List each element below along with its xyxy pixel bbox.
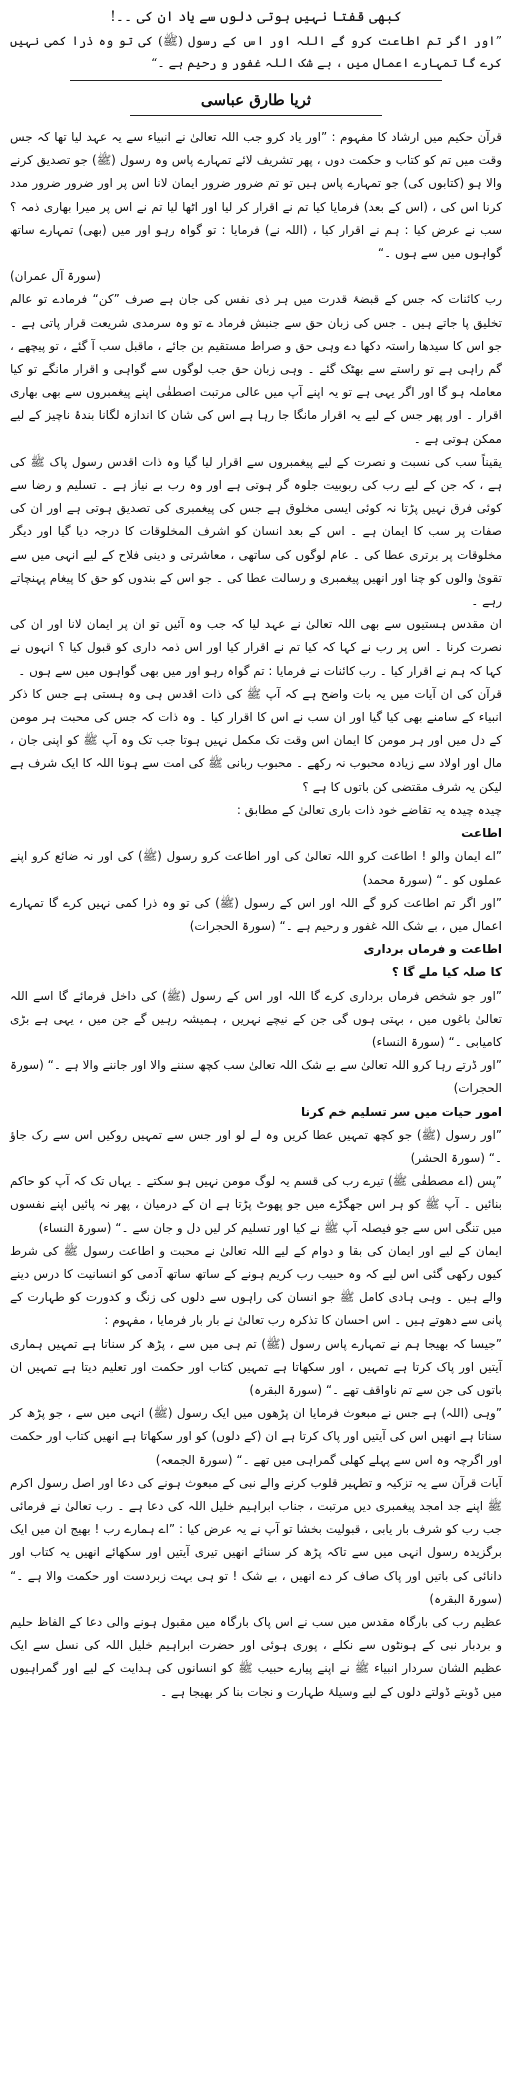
quote-paragraph: ”اے ایمان والو ! اطاعت کرو اللہ تعالیٰ کی اور اطاعت کرو رسول (ﷺ) کی اور نہ ضائع کرو اپنے عملوں کو ۔“ (سورۃ محمد) bbox=[10, 849, 502, 887]
paragraph: یقیناً سب کی نسبت و نصرت کے لیے پیغمبروں سے اقرار لیا گیا وہ ذات اقدس رسول پاک ﷺ کی ہے ، کہ جن کے لیے رب کی ربوبیت جلوہ گر ہوتی ہے اور وہ رب بے نیاز ہے ۔ تسلیم و رضا سے کوئی فرق نہیں پڑتا نہ کوئی ایسی مخلوق ہے جس کی پیغمبری کی تصدیق ہوتی ہے اور ان کی صفات پر سب کا ایمان ہے ۔ اس کے بعد انسان کو اشرف المخلوقات کا درجہ دیا گیا اور دیگر مخلوقات پر برتری عطا کی ۔ عام لوگوں کی ساتھی ، معاشرتی و دینی فلاح کے لیے انہی میں سے تقویٰ والوں کو چنا اور انھیں پیغمبری و رسالت عطا کی ۔ جو اس کے بندوں کو حق کا پیغام پہنچاتے رہے ۔ bbox=[10, 454, 502, 609]
quote-paragraph: ”اور جو شخص فرماں برداری کرے گا اللہ اور اس کے رسول (ﷺ) کی داخل فرمائے گا اسے اللہ تعالیٰ باغوں میں ، بہتی ہوں گی جن کے نیچے نہریں ، ہمیشہ رہیں گے جن میں ، یہی ہے بڑی کامیابی ۔“ (سورۃ النساء) bbox=[10, 988, 502, 1049]
quote-paragraph: ”جیسا کہ بھیجا ہم نے تمہارے پاس رسول (ﷺ) تم ہی میں سے ، پڑھ کر سناتا ہے تمہیں ہماری آیتیں اور پاک کرتا ہے تمہیں ، اور سکھاتا ہے تمہیں کتاب اور حکمت اور تعلیم دیتا ہے تمہیں ان باتوں کی جن سے تم ناواقف تھے ۔“ (سورۃ البقرہ) bbox=[10, 1336, 502, 1397]
paragraph: چیدہ چیدہ یہ تقاضے خود ذات باری تعالیٰ کے مطابق : bbox=[236, 802, 502, 817]
quote-paragraph: ”پس (اے مصطفٰی ﷺ) تیرے رب کی قسم یہ لوگ مومن نہیں ہو سکتے ۔ یہاں تک کہ آپ کو حاکم بنائیں ۔ آپ ﷺ کو ہر اس جھگڑے میں جو پھوٹ پڑتا ہے ان کے درمیان ، پھر نہ پائیں اپنے نفسوں میں تنگی اس سے جو فیصلہ آپ ﷺ نے کیا اور تسلیم کر لیں دل و جان سے ۔“ (سورۃ النساء) bbox=[10, 1174, 502, 1235]
quote-paragraph: ”اور ڈرتے رہا کرو اللہ تعالیٰ سے بے شک اللہ تعالیٰ سب کچھ سننے والا اور جاننے والا ہے ۔“ (سورۃ الحجرات) bbox=[10, 1058, 502, 1096]
quote-paragraph: ”اور اگر تم اطاعت کرو گے اللہ اور اس کے رسول (ﷺ) کی تو وہ ذرا کمی نہیں کرے گا تمہارے اعمال میں ، بے شک اللہ غفور و رحیم ہے ۔“ (سورۃ الحجرات) bbox=[10, 895, 502, 933]
header-divider bbox=[70, 80, 442, 81]
paragraph: عظیم رب کی بارگاہ مقدس میں سب نے اس پاک بارگاہ میں مقبول ہونے والی دعا کے الفاظ حلیم و بردبار نبی کے ہونٹوں سے نکلے ، پوری ہوئی اور حضرت ابراہیم خلیل اللہ کی نسل سے ایک عظیم الشان سردار انبیاء ﷺ نے اپنے پیارے حبیب ﷺ کو انسانوں کی ہدایت کے لیے اور گمراہیوں میں ڈوبتے ڈولتے دلوں کے لیے وسیلۂ طہارت و نجات بنا کر بھیجا ہے ۔ bbox=[10, 1615, 502, 1699]
section-heading: امور حیات میں سر تسلیم خم کرنا bbox=[301, 1104, 502, 1119]
section-heading: کا صلہ کیا ملے گا ؟ bbox=[391, 965, 502, 980]
section-heading: اطاعت و فرماں برداری bbox=[363, 942, 502, 957]
quote-paragraph: ”وہی (اللہ) ہے جس نے مبعوث فرمایا ان پڑھوں میں ایک رسول (ﷺ) انہی میں سے ، جو پڑھ کر سناتا ہے انھیں اس کی آیتیں اور پاک کرتا ہے ان (کے دلوں) کو اور سکھاتا ہے انھیں کتاب اور حکمت اور اگرچہ وہ اس سے پہلے کھلی گمراہی میں تھے ۔“ (سورۃ الجمعہ) bbox=[10, 1406, 502, 1467]
article-lead-quote: ”اور اگر تم اطاعت کرو گے اللہ اور اس کے رسول (ﷺ) کی تو وہ ذرا کمی نہیں کرے گا تمہارے اعمال میں ، بے شک اللہ غفور و رحیم ہے ۔“ bbox=[10, 33, 502, 70]
article-kicker: کبھی قفتا نہیں ہوتی دلوں سے یاد ان کی ۔۔! bbox=[110, 9, 402, 25]
paragraph: قرآن کی ان آیات میں یہ بات واضح ہے کہ آپ ﷺ کی ذات اقدس ہی وہ ہستی ہے جس کا ذکر انبیاء کے سامنے بھی کیا گیا اور ان سب نے اس کا اقرار کیا ۔ وہ ذات کہ جس کی محبت ہر مومن کے دل میں اور ہر مومن کا ایمان اس وقت تک مکمل نہیں ہوتا جب تک وہ آپ ﷺ کو اپنی جان ، مال اور اولاد سے زیادہ محبوب نہ رکھے ۔ محبوب ربانی ﷺ کی امت سے ہونا اللہ کا ایک شرف ہے لیکن یہ شرف مقتضی کن باتوں کا ہے ؟ bbox=[10, 686, 502, 794]
source-citation: (سورۃ آل عمران) bbox=[10, 269, 101, 284]
paragraph: آیات قرآن سے یہ تزکیہ و تطہیر قلوب کرنے والے نبی کے مبعوث ہونے کی دعا اور اصل رسول اکرم ﷺ اپنے جد امجد پیغمبری دیں مرتبت ، جناب ابراہیم خلیل اللہ کی دعا ہے ۔ رب تعالیٰ نے فرمائی جب رب کو شرف بار یابی ، قبولیت بخشا تو آپ نے یہ عرض کیا : ”اے ہمارے رب ! بھیج ان میں ایک برگزیدہ رسول انہی میں سے تاکہ پڑھ کر سنائے انھیں تیری آیتیں اور سکھائے انھیں یہ کتاب اور دانائی کی باتیں اور پاک صاف کر دے انھیں ، بے شک ! تو ہی بہت زبردست اور حکمت والا ہے ۔“ (سورۃ البقرہ) bbox=[10, 1475, 502, 1606]
article-header bbox=[0, 0, 512, 116]
author-byline: ثریا طارق عباسی bbox=[200, 91, 312, 109]
section-heading: اطاعت bbox=[461, 826, 502, 841]
paragraph: قرآن حکیم میں ارشاد کا مفہوم : ”اور یاد کرو جب اللہ تعالیٰ نے انبیاء سے یہ عہد لیا تھا کہ جس وقت میں تم کو کتاب و حکمت دوں ، پھر تشریف لائے تمہارے پاس وہ رسول (ﷺ) جو تصدیق کرنے والا ہو (کتابوں کی) جو تمہارے پاس ہیں تو تم ضرور ضرور ایمان لانا اس پر اور ضرور ضرور مدد کرنا اس کی ، (اس کے بعد) فرمایا کیا تم نے اقرار کر لیا اور اٹھا لیا تم نے اس پر میرا بھاری ذمہ ؟ سب نے عرض کیا : ہم نے اقرار کیا ، (اللہ نے) فرمایا : تو گواہ رہو اور میں (بھی) تمہارے ساتھ گواہوں میں سے ہوں ۔“ bbox=[10, 130, 502, 261]
paragraph: ایمان کے لیے اور ایمان کی بقا و دوام کے لیے اللہ تعالیٰ نے محبت و اطاعت رسول ﷺ کی شرط کیوں رکھی گئی اس لیے کہ وہ حبیب رب کریم ہونے کے ساتھ ساتھ آدمی کو انسانیت کا درس دینے والے ہیں ۔ وہی ہادی کامل ﷺ جو انسان کی راہوں سے دلوں کی زنگ و کدورت کو طہارت کے پانی سے دھوتے ہیں ۔ اس احسان کا تذکرہ رب تعالیٰ نے بار بار فرمایا ، مفہوم : bbox=[10, 1243, 502, 1328]
paragraph: ان مقدس ہستیوں سے بھی اللہ تعالیٰ نے عہد لیا کہ جب وہ آئیں تو ان پر ایمان لانا اور ان کی نصرت کرنا ۔ اس پر رب نے کہا کہ کیا تم نے اقرار کیا اور اس ذمہ داری کو قبول کیا ؟ انہوں نے کہا کہ ہم نے اقرار کیا ۔ رب کائنات نے فرمایا : تم گواہ رہو اور میں بھی گواہوں میں سے ہوں ۔ bbox=[10, 617, 502, 678]
quote-paragraph: ”اور رسول (ﷺ) جو کچھ تمہیں عطا کریں وہ لے لو اور جس سے تمہیں روکیں اس سے رک جاؤ ۔“ (سورۃ الحشر) bbox=[10, 1127, 502, 1165]
paragraph: رب کائنات کہ جس کے قبضۂ قدرت میں ہر ذی نفس کی جان ہے صرف ”کن“ فرمادے تو عالم تخلیق پا جاتے ہیں ۔ جس کی زبان حق سے جنبش فرماد ے تو وہ سرمدی شریعت قرار پاتی ہے ۔ جو اس کا سیدھا راستہ دکھا دے وہی حق و صراط مستقیم بن جائے ، ماقبل سب آ گئے ، تو پیچھے ، گم راہی ہے تو راستے سے بھٹک گئے ۔ وہی زبان حق جب لوگوں سے گواہی و اقرار مانگے تو کیا معاملہ ہو گا اور اگر یہی ہے تو یہ اپنے آپ میں عالی مرتبت اصطفٰی اپنے پیغمبروں سے بھی بھاری اقرار ۔ اور پھر جس کے لیے یہ اقرار مانگا جا رہا ہے اس کی شان کا اندازہ لگانا بندۂ ناچیز کے لیے ممکن ہوتی ہے ۔ bbox=[10, 292, 502, 446]
article-body bbox=[0, 116, 512, 1704]
